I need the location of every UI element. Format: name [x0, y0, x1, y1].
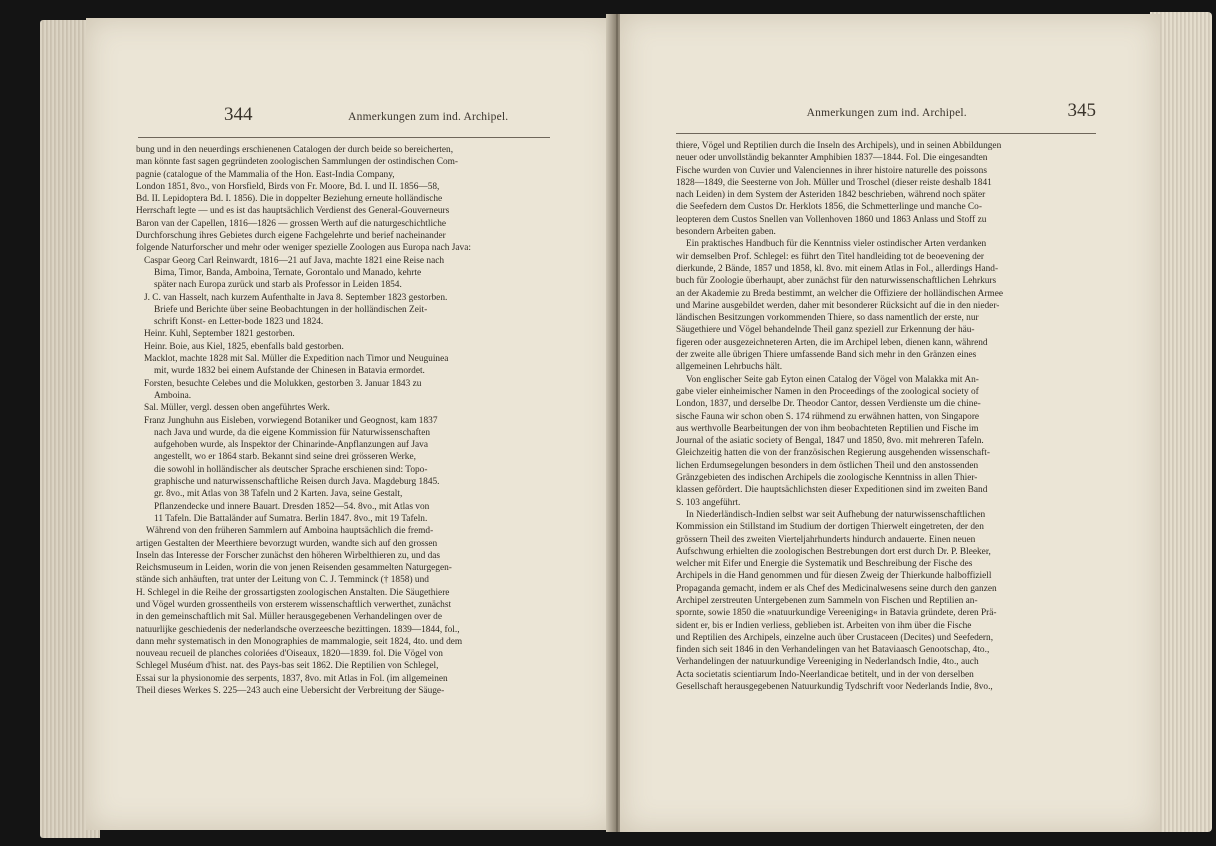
text-line: dann mehr systematisch in den Monographies de mammalogie, seit 1824, 4to. und dem: [136, 636, 463, 647]
text-line: lichen Erdumsegelungen besonders in dem östlichen Theil und den anstossenden: [676, 460, 979, 471]
text-line: nouveau recueil de planches coloriées d'Oiseaux, 1820—1839. fol. Die Vögel von: [136, 649, 443, 660]
left-running-head: Anmerkungen zum ind. Archipel.: [348, 111, 509, 123]
text-line: die sowohl in holländischer als deutscher Sprache erschienen sind: Topo-: [154, 464, 428, 475]
text-line: gr. 8vo., mit Atlas von 38 Tafeln und 2 Karten. Java, seine Gestalt,: [154, 489, 403, 500]
left-page-text: [136, 144, 550, 697]
text-line: Durchforschung ihres Gebietes durch eigene Fachgelehrte und berief nacheinander: [136, 231, 446, 242]
right-running-head: Anmerkungen zum ind. Archipel.: [806, 107, 967, 119]
text-line: folgende Naturforscher und mehr oder weniger spezielle Zoologen aus Europa nach Java:: [136, 243, 471, 254]
text-line: Essai sur la physionomie des serpents, 1837, 8vo. mit Atlas in Fol. (im allgemeinen: [136, 673, 448, 684]
text-line: Heinr. Kuhl, September 1821 gestorben.: [144, 329, 295, 340]
left-page-header: [224, 104, 634, 134]
text-line: Herrschaft legte — und es ist das hauptsächlich Verdienst des General-Gouverneurs: [136, 206, 450, 217]
left-header-rule: [138, 137, 550, 138]
text-line: Propaganda gemacht, indem er als Chef des Medicinalwesens seine durch den ganzen: [676, 583, 997, 594]
text-line: thiere, Vögel und Reptilien durch die Inseln des Archipels), und in seinen Abbildungen: [676, 141, 1002, 151]
text-line: Briefe und Berichte über seine Beobachtungen in der holländischen Zeit-: [154, 304, 428, 315]
text-line: Gesellschaft herausgegebenen Natuurkundig Tydschrift voor Nederlands Indie, 8vo.,: [676, 682, 993, 693]
text-line: bung und in den neuerdings erschienenen Catalogen der durch beide so bereicherten,: [136, 145, 454, 155]
text-line: Sal. Müller, vergl. dessen oben angeführtes Werk.: [144, 403, 330, 414]
text-line: dierkunde, 2 Bände, 1857 und 1858, kl. 8vo. mit einem Atlas in Fol., allerdings Hand-: [676, 263, 999, 274]
text-line: Ein praktisches Handbuch für die Kenntniss vieler ostindischer Arten verdanken: [686, 239, 987, 250]
text-line: Archipels in die Hand genommen und für diesen Zweig der Thierkunde halboffiziell: [676, 571, 992, 582]
text-line: H. Schlegel in die Reihe der grossartigsten zoologischen Anstalten. Die Säugethiere: [136, 587, 450, 598]
text-line: pagnie (catalogue of the Mammalia of the Hon. East-India Company,: [136, 169, 395, 180]
text-line: Säugethiere und Vögel behandelnde Theil ganz speziell zur Erkennung der häu-: [676, 325, 975, 336]
text-line: in den gemeinschaftlich mit Sal. Müller herausgegebenen Verhandelingen over de: [136, 612, 442, 623]
text-line: Bima, Timor, Banda, Amboina, Ternate, Gorontalo und Manado, kehrte: [154, 267, 422, 278]
text-line: schrift Konst- en Letter-bode 1823 und 1824.: [154, 317, 324, 328]
text-line: graphische und naturwissenschaftliche Reisen durch Java. Magdeburg 1845.: [154, 477, 440, 488]
text-line: Pflanzendecke und innere Bauart. Dresden 1852—54. 8vo., mit Atlas von: [154, 501, 430, 512]
text-line: angestellt, wo er 1864 starb. Bekannt sind seine drei grösseren Werke,: [154, 452, 416, 463]
text-line: sident er, bis er Indien verliess, geblieben ist. Arbeiten von ihm über die Fische: [676, 620, 972, 631]
text-line: aufgehoben wurde, als Inspektor der Chinarinde-Anpflanzungen auf Java: [154, 440, 428, 451]
text-line: nach Leiden) in dem System der Asteriden 1842 beschrieben, während noch später: [676, 190, 986, 201]
text-line: Journal of the asiatic society of Bengal, 1847 und 1850, 8vo. mit mehreren Tafeln.: [676, 436, 984, 447]
text-line: Gleichzeitig hatten die von der französischen Regierung ausgehenden wissenschaft-: [676, 448, 990, 459]
text-line: 1828—1849, die Seesterne von Joh. Müller und Troschel (dieser reiste deshalb 1841: [676, 177, 992, 188]
text-line: klassen gefördert. Die hauptsächlichsten dieser Expeditionen sind im zweiten Band: [676, 485, 988, 496]
right-header-rule: [676, 133, 1096, 134]
left-page-number: 344: [224, 104, 253, 125]
text-line: später nach Europa zurück und starb als Professor in Leiden 1854.: [154, 280, 402, 291]
text-line: natuurlijke geschiedenis der nederlandsche overzeesche bezittingen. 1839—1844, fol.,: [136, 624, 460, 635]
text-line: finden sich seit 1846 in den Verhandelingen van het Bataviaasch Genootschap, 4to.,: [676, 645, 990, 656]
text-line: Von englischer Seite gab Eyton einen Catalog der Vögel von Malakka mit An-: [686, 374, 979, 385]
text-line: die Seefedern dem Custos Dr. Herklots 1856, die Schmetterlinge und manche Co-: [676, 202, 982, 213]
text-line: und Marine ausgebildet werden, daher mit besonderer Rücksicht auf die in den nieder-: [676, 300, 1000, 311]
text-line: artigen Gestalten der Meerthiere bevorzugt wurden, wandte sich auf den grossen: [136, 538, 438, 549]
text-line: neuer oder unvollständig bekannter Amphibien 1837—1844. Fol. Die eingesandten: [676, 153, 988, 164]
text-line: besondern Arbeiten gaben.: [676, 227, 776, 238]
text-line: In Niederländisch-Indien selbst war seit Aufhebung der naturwissenschaftlichen: [686, 509, 986, 520]
text-line: und Vögel wurden grossentheils von ersterem wissenschaftlich verwerthet, zunächst: [136, 599, 452, 610]
text-line: leopteren dem Custos Snellen van Vollenhoven 1860 und 1863 Anlass und Stoff zu: [676, 214, 987, 225]
text-line: Theil dieses Werkes S. 225—243 auch eine Uebersicht der Verbreitung der Säuge-: [136, 686, 445, 697]
text-line: Aufschwung erhielten die zoologischen Bestrebungen dort erst durch Dr. P. Bleeker,: [676, 546, 991, 557]
text-line: J. C. van Hasselt, nach kurzem Aufenthalte in Java 8. September 1823 gestorben.: [144, 292, 448, 303]
text-line: Kommission ein Stillstand im Studium der dortigen Thierwelt eingetreten, der den: [676, 522, 984, 533]
text-line: Inseln das Interesse der Forscher zunächst den höheren Wirbelthieren zu, und das: [136, 550, 441, 561]
text-line: Bd. II. Lepidoptera Bd. I. 1856). Die in doppelter Beziehung erneute holländische: [136, 194, 443, 205]
text-line: 11 Tafeln. Die Battaländer auf Sumatra. Berlin 1847. 8vo., mit 19 Tafeln.: [154, 513, 428, 524]
text-line: S. 103 angeführt.: [676, 497, 741, 508]
text-line: ländischen Besitzungen vorkommenden Thiere, so dass namentlich der erste, nur: [676, 313, 979, 324]
text-line: sische Fauna wir schon oben S. 174 rühmend zu erwähnen hatten, von Singapore: [676, 411, 980, 422]
right-page-header: [676, 100, 1096, 130]
text-line: Forsten, besuchte Celebes und die Molukken, gestorben 3. Januar 1843 zu: [144, 378, 422, 389]
text-line: spornte, sowie 1850 die »natuurkundige Vereeniging« in Batavia gründete, deren Prä-: [676, 608, 997, 619]
text-line: wir demselben Prof. Schlegel: es führt den Titel handleiding tot de beoevening der: [676, 251, 985, 262]
text-line: London 1851, 8vo., von Horsfield, Birds von Fr. Moore, Bd. I. und II. 1856—58,: [136, 181, 440, 192]
text-line: buch für Zoologie überhaupt, aber zunächst für den naturwissenschaftlichen Lehrkurs: [676, 276, 997, 287]
text-line: man könnte fast sagen gegründeten zoologischen Sammlungen der ostindischen Com-: [136, 157, 459, 168]
text-line: Reichsmuseum in Leiden, worin die von jenen Reisenden gesammelten Naturgegen-: [136, 563, 452, 574]
text-line: und Reptilien des Archipels, einzelne auch über Crustaceen (Decites) und Seefedern,: [676, 632, 994, 643]
text-line: Archipel zerstreuten Untergebenen zum Sammeln von Fischen und Reptilien an-: [676, 595, 978, 606]
text-line: gabe vieler einheimischer Namen in den Proceedings of the zoological society of: [676, 386, 979, 397]
text-line: Acta societatis scientiarum Indo-Neerlandicae betitelt, und in der von derselben: [676, 669, 974, 680]
text-line: allgemeinen Lehrbuchs hält.: [676, 362, 783, 373]
text-line: der zweite alle übrigen Thiere umfassende Band sich mehr in den Gränzen eines: [676, 350, 977, 361]
text-line: Fische wurden von Cuvier und Valenciennes in ihrer histoire naturelle des poissons: [676, 165, 987, 176]
text-line: an der Akademie zu Breda bestimmt, an welcher die Offiziere der holländischen Armee: [676, 288, 1003, 299]
text-line: London, 1837, und derselbe Dr. Theodor Cantor, dessen Verdienste um die chine-: [676, 399, 981, 410]
text-line: grössern Theil des zweiten Vierteljahrhunderts hindurch andauerte. Einen neuen: [676, 534, 976, 545]
text-line: welcher mit Eifer und Energie die Systematik und Beschreibung der Fische des: [676, 559, 973, 570]
text-line: mit, wurde 1832 bei einem Aufstande der Chinesen in Batavia ermordet.: [154, 366, 425, 377]
text-line: Schlegel Muséum d'hist. nat. des Pays-bas seit 1862. Die Reptilien von Schlegel,: [136, 661, 439, 672]
text-line: nach Java und wurde, da die eigene Kommission für Naturwissenschaften: [154, 427, 431, 438]
text-line: Macklot, machte 1828 mit Sal. Müller die Expedition nach Timor und Neuguinea: [144, 354, 449, 365]
text-line: Verhandelingen der natuurkundige Vereeniging in Nederlandsch Indie, 4to., auch: [676, 657, 979, 668]
text-line: Amboina.: [154, 390, 192, 401]
right-page: [620, 14, 1160, 832]
text-line: Gränzgebieten des indischen Archipels die zoologische Kenntniss in allen Thier-: [676, 473, 978, 484]
text-line: Franz Junghuhn aus Eisleben, vorwiegend Botaniker und Geognost, kam 1837: [144, 415, 438, 426]
text-line: stände sich anhäuften, trat unter der Leitung von C. J. Temminck († 1858) und: [136, 575, 429, 586]
right-page-number: 345: [1067, 100, 1096, 121]
text-line: Heinr. Boie, aus Kiel, 1825, ebenfalls bald gestorben.: [144, 341, 344, 352]
left-page: [86, 18, 616, 830]
right-page-text: [676, 140, 1096, 693]
text-line: figeren oder ausgezeichneteren Arten, die im Archipel leben, dienen kann, während: [676, 337, 988, 348]
text-line: Caspar Georg Carl Reinwardt, 1816—21 auf Java, machte 1821 eine Reise nach: [144, 255, 445, 266]
text-line: Während von den früheren Sammlern auf Amboina hauptsächlich die fremd-: [146, 526, 434, 537]
text-line: aus werthvolle Bearbeitungen der von ihm beobachteten Reptilien und Fische im: [676, 423, 979, 434]
text-line: Baron van der Capellen, 1816—1826 — grossen Werth auf die naturgeschichtliche: [136, 218, 447, 229]
